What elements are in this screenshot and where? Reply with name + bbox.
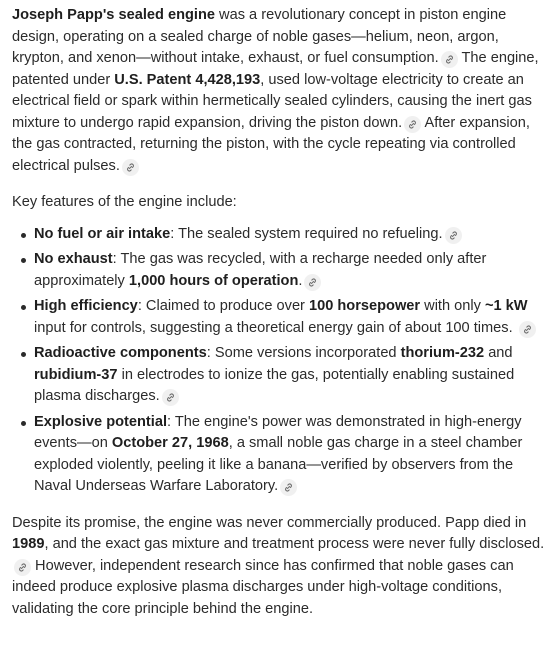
citation-link-icon[interactable]: [304, 274, 321, 291]
conclusion-paragraph: Despite its promise, the engine was never commercially produced. Papp died in 1989, and the exact gas mixture and treatment process were never fully disclosed. However, independent research since has confirmed that noble gases can indeed produce explosive plasma discharges under high-voltage conditions, validating the core principle behind the engine.: [12, 514, 545, 617]
citation-link-icon[interactable]: [445, 227, 462, 244]
death-year: 1989: [12, 536, 45, 552]
patent-number: U.S. Patent 4,428,193: [114, 71, 261, 88]
list-item: Explosive potential: The engine's power was demonstrated in high-energy events—on October 27, 1968, a small noble gas charge in a steel chamber exploded violently, peeling it like a banana—verified by observers from the Naval Underseas Warfare Laboratory.: [34, 412, 545, 498]
citation-link-icon[interactable]: [404, 116, 421, 133]
citation-link-icon[interactable]: [122, 159, 139, 176]
citation-link-icon[interactable]: [162, 389, 179, 406]
engine-name: Joseph Papp's sealed engine: [12, 7, 215, 23]
list-item: Radioactive components: Some versions incorporated thorium-232 and rubidium-37 in electrodes to ionize the gas, potentially enabling sustained plasma discharges.: [34, 343, 545, 408]
intro-paragraph: Joseph Papp's sealed engine was a revolutionary concept in piston engine design, operating on a sealed charge of noble gases—helium, neon, argon, krypton, and xenon—without intake, exhaust, or fuel consumption. The engine, patented under U.S. Patent 4,428,193, used low-voltage electricity to create an electrical field or spark within hermetically sealed cylinders, causing the inert gas mixture to undergo rapid expansion, driving the piston down. After expansion, the gas contracted, returning the piston, with the cycle repeating via controlled electrical pulses.: [12, 7, 539, 174]
citation-link-icon[interactable]: [519, 321, 536, 338]
list-item: No fuel or air intake: The sealed system required no refueling.: [34, 224, 545, 246]
list-item: No exhaust: The gas was recycled, with a recharge needed only after approximately 1,000 hours of operation.: [34, 249, 545, 292]
citation-link-icon[interactable]: [280, 479, 297, 496]
list-item: High efficiency: Claimed to produce over 100 horsepower with only ~1 kW input for controls, suggesting a theoretical energy gain of about 100 times.: [34, 296, 545, 339]
features-list: [12, 224, 545, 498]
citation-link-icon[interactable]: [14, 559, 31, 576]
citation-link-icon[interactable]: [441, 51, 458, 68]
features-heading: Key features of the engine include:: [12, 194, 237, 210]
